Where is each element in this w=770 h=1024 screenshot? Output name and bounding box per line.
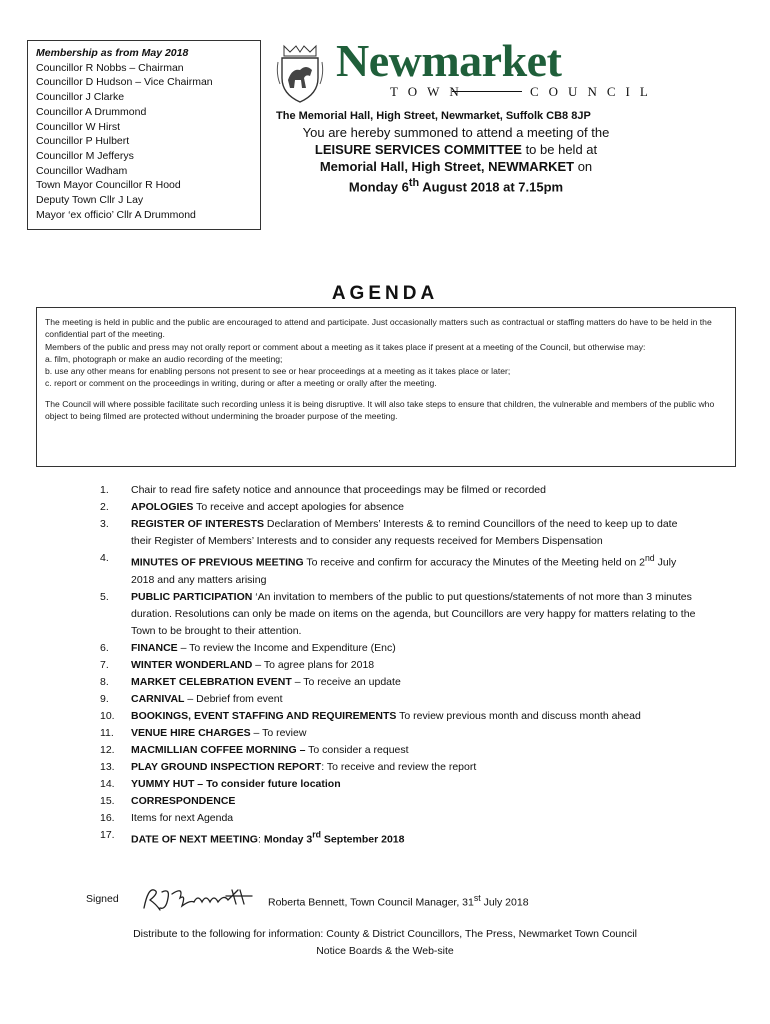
- agenda-item: [100, 793, 700, 810]
- member-line: Councillor R Nobbs – Chairman: [36, 61, 184, 74]
- agenda-item-number: 15.: [100, 794, 115, 807]
- agenda-item: [100, 674, 700, 691]
- agenda-item-number: 5.: [100, 590, 109, 603]
- agenda-item-text: ‘An invitation to members of the public to put questions/statements of not more than 3 minutes duration. Resolutions can only be made on items on the agenda, but Councillors are very happy for matters relating to the Town to be brought to their attention.: [131, 590, 696, 637]
- summons-to-be-held: to be held at: [521, 142, 598, 157]
- brand-council: COUNCIL: [530, 84, 658, 99]
- summons-line: You are hereby summoned to attend a meeting of the: [302, 125, 610, 140]
- agenda-item-heading: DATE OF NEXT MEETING: [131, 833, 258, 845]
- agenda-item-text: To review previous month and discuss month ahead: [396, 709, 641, 722]
- notice-paragraph: The meeting is held in public and the public are encouraged to attend and participate. Just occasionally matters such as contractual or staffing matters do have to be held in the confidential part of the meeting.: [45, 317, 712, 340]
- agenda-item-heading: YUMMY HUT – To consider future location: [131, 777, 341, 790]
- summons-on: on: [574, 159, 593, 174]
- agenda-item-number: 11.: [100, 726, 114, 739]
- member-line: Town Mayor Councillor R Hood: [36, 179, 181, 192]
- agenda-item-heading: VENUE HIRE CHARGES: [131, 726, 251, 739]
- signatory: [268, 893, 529, 909]
- brand-name: Newmarket: [336, 35, 562, 86]
- next-meeting-date-sup: rd: [312, 829, 322, 840]
- hall-address: The Memorial Hall, High Street, Newmarket, Suffolk CB8 8JP: [276, 110, 591, 122]
- agenda-item-number: 4.: [100, 552, 109, 564]
- agenda-item: [100, 589, 700, 640]
- agenda-item-text: To consider a request: [305, 743, 409, 756]
- member-line: Deputy Town Cllr J Lay: [36, 194, 144, 207]
- agenda-item-text: – To agree plans for 2018: [252, 658, 375, 671]
- meeting-venue: Memorial Hall, High Street, NEWMARKET: [319, 159, 575, 174]
- agenda-item-heading: MARKET CELEBRATION EVENT: [131, 675, 292, 688]
- agenda-item-heading: PUBLIC PARTICIPATION: [131, 590, 253, 603]
- member-line: Mayor ‘ex officio’ Cllr A Drummond: [36, 208, 196, 221]
- agenda-item-number: 2.: [100, 501, 109, 513]
- agenda-item: [100, 691, 700, 708]
- agenda-item-number: 16.: [100, 811, 115, 824]
- notice-paragraph: The Council will where possible facilitate such recording unless it is being disruptive. It will also take steps to ensure that children, the vulnerable and members of the public who object to being filmed are protected without undermining the broader purpose of the meeting.: [45, 398, 715, 422]
- agenda-item: [100, 640, 700, 657]
- agenda-item: [100, 550, 700, 589]
- agenda-item-text: – To review: [250, 726, 307, 739]
- member-line: Councillor D Hudson – Vice Chairman: [36, 76, 213, 89]
- agenda-item: [100, 827, 700, 849]
- agenda-item-text: Items for next Agenda: [131, 811, 234, 824]
- agenda-item-heading: PLAY GROUND INSPECTION REPORT: [131, 760, 322, 773]
- agenda-item-number: 12.: [100, 743, 115, 756]
- agenda-item-heading: WINTER WONDERLAND: [131, 658, 253, 671]
- agenda-item-text: To receive and confirm for accuracy the Minutes of the Meeting held on 2: [303, 556, 645, 569]
- agenda-item-number: 13.: [100, 760, 115, 773]
- agenda-item-text: : To receive and review the report: [321, 760, 477, 773]
- notice-item: c. report or comment on the proceedings in writing, during or after a meeting or orally after the meeting.: [45, 378, 437, 389]
- agenda-item: [100, 708, 700, 725]
- agenda-item: [100, 776, 700, 793]
- agenda-title: AGENDA: [331, 283, 439, 304]
- meeting-date-suffix: August 2018 at 7.15pm: [419, 179, 564, 195]
- member-line: Councillor P Hulbert: [36, 135, 130, 148]
- agenda-item-text: To receive and accept apologies for absence: [193, 501, 404, 513]
- member-line: Councillor M Jefferys: [36, 149, 134, 162]
- agenda-item-text: – To review the Income and Expenditure (Enc): [177, 641, 396, 654]
- meeting-date-sup: th: [408, 177, 420, 189]
- agenda-item-heading: FINANCE: [131, 641, 178, 654]
- agenda-item: [100, 499, 700, 516]
- agenda-item-heading: CARNIVAL: [131, 692, 185, 705]
- member-line: Councillor A Drummond: [36, 105, 147, 118]
- committee-name: LEISURE SERVICES COMMITTEE: [314, 142, 522, 157]
- agenda-item-number: 10.: [100, 709, 115, 722]
- next-meeting-date: September 2018: [321, 833, 405, 845]
- agenda-item: [100, 759, 700, 776]
- notice-paragraph: Members of the public and press may not orally report or comment about a meeting as it takes place if present at a meeting of the Council, but otherwise may:: [45, 341, 646, 352]
- meeting-summons: [276, 108, 636, 195]
- agenda-item-text: July 2018 and any matters arising: [131, 556, 677, 586]
- distribution-line: Distribute to the following for information: County & District Councillors, The Press, Newmarket Town Council: [133, 928, 637, 940]
- agenda-list: [100, 482, 700, 848]
- agenda-item-heading: REGISTER OF INTERESTS: [131, 518, 265, 530]
- agenda-item-number: 6.: [100, 641, 109, 654]
- agenda-item-heading: MINUTES OF PREVIOUS MEETING: [131, 556, 304, 569]
- signatory-text: July 2018: [480, 896, 529, 909]
- agenda-item-number: 1.: [100, 484, 109, 496]
- agenda-item-heading: BOOKINGS, EVENT STAFFING AND REQUIREMENTS: [131, 709, 397, 722]
- member-line: Councillor W Hirst: [36, 120, 121, 133]
- agenda-item-text: Chair to read fire safety notice and announce that proceedings may be filmed or recorded: [131, 484, 546, 496]
- agenda-item-text: Declaration of Members’ Interests & to remind Councillors of the need to keep up to date their Register of Members’ Interests and to consider any requests received for Members Dispensation: [131, 518, 678, 547]
- agenda-item-number: 8.: [100, 675, 109, 688]
- agenda-item-sup: nd: [644, 553, 655, 563]
- member-line: Councillor J Clarke: [36, 91, 125, 104]
- notice-item: a. film, photograph or make an audio recording of the meeting;: [45, 353, 283, 364]
- signatory-text: Roberta Bennett, Town Council Manager, 31: [268, 896, 474, 909]
- agenda-item-number: 9.: [100, 692, 109, 705]
- membership-box: [27, 40, 261, 230]
- agenda-item-heading: MACMILLIAN COFFEE MORNING –: [131, 743, 306, 756]
- agenda-item-number: 17.: [100, 828, 115, 841]
- summons-committee-line: [276, 141, 636, 158]
- member-line: Councillor Wadham: [36, 164, 128, 177]
- agenda-item: [100, 482, 700, 499]
- membership-heading: Membership as from May 2018: [36, 47, 189, 59]
- next-meeting-date: Monday 3: [263, 833, 313, 845]
- brand-divider: [452, 91, 522, 92]
- agenda-item-text: – To receive an update: [291, 675, 401, 688]
- agenda-item: [100, 810, 700, 827]
- distribution-note: [0, 926, 770, 960]
- agenda-item: [100, 657, 700, 674]
- agenda-item-number: 7.: [100, 658, 109, 671]
- brand-town: TOWN: [390, 84, 469, 99]
- signed-label: Signed: [86, 893, 119, 905]
- town-crest-icon: [276, 44, 324, 104]
- agenda-item: [100, 725, 700, 742]
- meeting-date-prefix: Monday 6: [348, 179, 409, 195]
- handwritten-signature: [140, 884, 258, 914]
- agenda-item: [100, 516, 700, 550]
- meeting-date: [276, 175, 636, 195]
- agenda-item-heading: APOLOGIES: [131, 501, 194, 513]
- agenda-item-text: – Debrief from event: [184, 692, 283, 705]
- agenda-item-number: 14.: [100, 777, 115, 790]
- distribution-line: Notice Boards & the Web-site: [316, 945, 454, 957]
- public-notice-box: [36, 307, 736, 467]
- agenda-item: [100, 742, 700, 759]
- agenda-item-number: 3.: [100, 518, 109, 530]
- summons-venue-line: [276, 158, 636, 175]
- signatory-sup: st: [473, 893, 481, 903]
- agenda-item-heading: CORRESPONDENCE: [131, 794, 236, 807]
- notice-item: b. use any other means for enabling persons not present to see or hear proceedings at a meeting as it takes place or later;: [45, 366, 511, 377]
- agenda-item-text: :: [257, 833, 264, 845]
